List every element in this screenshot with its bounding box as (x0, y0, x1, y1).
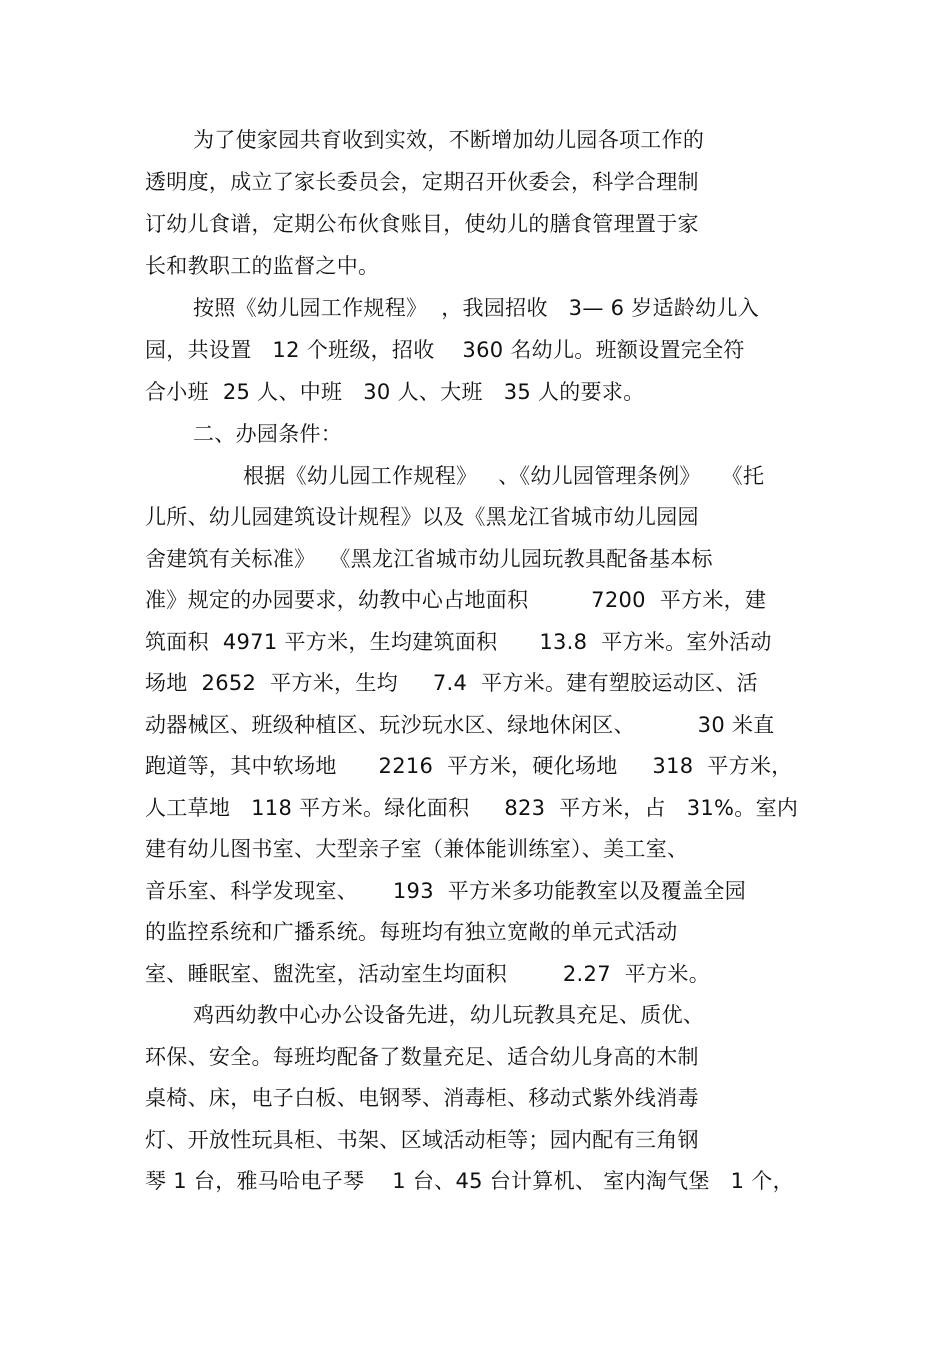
text-line: 为了使家园共育收到实效，不断增加幼儿园各项工作的 (193, 128, 705, 152)
text-line: 琴 1 台，雅马哈电子琴 1 台、45 台计算机、 室内淘气堡 1 个， (145, 1169, 794, 1193)
text-line: 园，共设置 12 个班级，招收 360 名幼儿。班额设置完全符 (145, 338, 745, 362)
text-line: 建有幼儿图书室、大型亲子室（兼体能训练室）、美工室、 (145, 837, 689, 861)
text-line: 灯、开放性玩具柜、书架、区域活动柜等；园内配有三角钢 (145, 1128, 699, 1152)
text-line: 的监控系统和广播系统。每班均有独立宽敞的单元式活动 (145, 920, 678, 944)
text-line: 环保、安全。每班均配备了数量充足、适合幼儿身高的木制 (145, 1045, 699, 1069)
text-line: 订幼儿食谱，定期公布伙食账目，使幼儿的膳食管理置于家 (145, 212, 699, 236)
text-line: 音乐室、科学发现室、 193 平方米多功能教室以及覆盖全园 (145, 879, 747, 903)
text-line: 人工草地 118 平方米。绿化面积 823 平方米，占 31%。室内 (145, 796, 799, 820)
text-line: 鸡西幼教中心办公设备先进，幼儿玩教具充足、质优、 (193, 1003, 705, 1027)
text-line: 筑面积 4971 平方米，生均建筑面积 13.8 平方米。室外活动 (145, 630, 772, 654)
text-line: 儿所、幼儿园建筑设计规程》以及《黑龙江省城市幼儿园园 (145, 505, 699, 529)
text-line: 透明度，成立了家长委员会，定期召开伙委会，科学合理制 (145, 170, 699, 194)
text-line: 合小班 25 人、中班 30 人、大班 35 人的要求。 (145, 380, 645, 404)
text-line: 准》规定的办园要求，幼教中心占地面积 7200 平方米，建 (145, 588, 767, 612)
text-line: 跑道等，其中软场地 2216 平方米，硬化场地 318 平方米， (145, 754, 793, 778)
text-line: 动器械区、班级种植区、玩沙玩水区、绿地休闲区、 30 米直 (145, 713, 775, 737)
text-line: 长和教职工的监督之中。 (145, 254, 380, 278)
text-line: 按照《幼儿园工作规程》 ，我园招收 3— 6 岁适龄幼儿入 (193, 296, 760, 320)
text-line: 桌椅、床，电子白板、电钢琴、消毒柜、移动式紫外线消毒 (145, 1086, 699, 1110)
text-line: 舍建筑有关标准》 《黑龙江省城市幼儿园玩教具配备基本标 (145, 547, 713, 571)
text-line: 室、睡眠室、盥洗室，活动室生均面积 2.27 平方米。 (145, 962, 711, 986)
text-line: 根据《幼儿园工作规程》 、《幼儿园管理条例》 《托 (243, 464, 765, 488)
text-line: 场地 2652 平方米，生均 7.4 平方米。建有塑胶运动区、活 (145, 671, 758, 695)
section-heading: 二、办园条件： (193, 422, 343, 446)
